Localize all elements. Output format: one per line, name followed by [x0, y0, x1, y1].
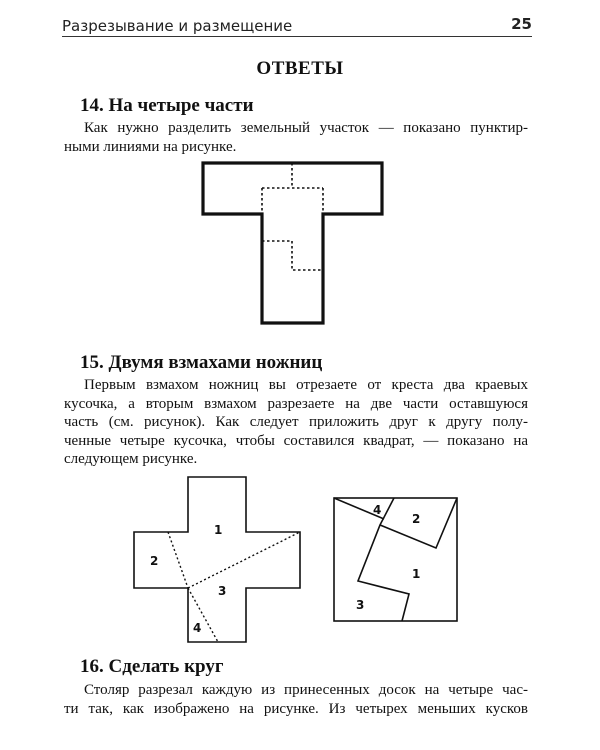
cross-piece-label: 3: [218, 584, 227, 598]
cross-figure: [134, 477, 300, 642]
square-piece-label: 2: [412, 512, 421, 526]
square-piece-label: 4: [373, 503, 382, 517]
cross-piece-label: 2: [150, 554, 159, 568]
text-line: ными линиями на рисунке.: [64, 138, 237, 155]
cross-outline: [134, 477, 300, 642]
text-line: часть (см. рисунок). Как следует приложить друг к другу полу-: [64, 414, 528, 431]
text-line: следующем рисунке.: [64, 451, 198, 468]
square-piece-edges: [334, 498, 457, 621]
problem-16-heading: 16. Сделать круг: [80, 656, 224, 677]
problem-15-heading: 15. Двумя взмахами ножниц: [80, 352, 323, 373]
header-section-title: Разрезывание и размещение: [62, 17, 293, 35]
square-piece-label: 1: [412, 567, 421, 581]
square-outline: [334, 498, 457, 621]
text-line: Столяр разрезал каждую из принесенных досок на четыре час-: [84, 682, 528, 698]
problem-15-text: [64, 376, 528, 469]
t-shape-figure: [203, 163, 382, 323]
text-line: ченные четыре кусочка, чтобы составился квадрат, — показано на: [64, 432, 528, 449]
t-shape-cut-lines: [262, 163, 323, 270]
page-title: ОТВЕТЫ: [256, 58, 344, 79]
text-line: ти так, как изображено на рисунке. Из четырех меньших кусков: [64, 700, 528, 717]
square-figure: [334, 498, 457, 621]
problem-14-heading: 14. На четыре части: [80, 95, 254, 116]
square-piece-label: 3: [356, 598, 365, 612]
text-line: Первым взмахом ножниц вы отрезаете от креста два краевых: [84, 377, 528, 393]
text-line: Как нужно разделить земельный участок — показано пунктир-: [84, 120, 528, 136]
cross-piece-label: 1: [214, 523, 223, 537]
cross-piece-label: 4: [193, 621, 202, 635]
problem-16-text: [64, 681, 528, 718]
page-number: 25: [511, 15, 532, 33]
text-line: кусочка, а вторым взмахом разрезаете на две части оставшуюся: [64, 395, 528, 412]
